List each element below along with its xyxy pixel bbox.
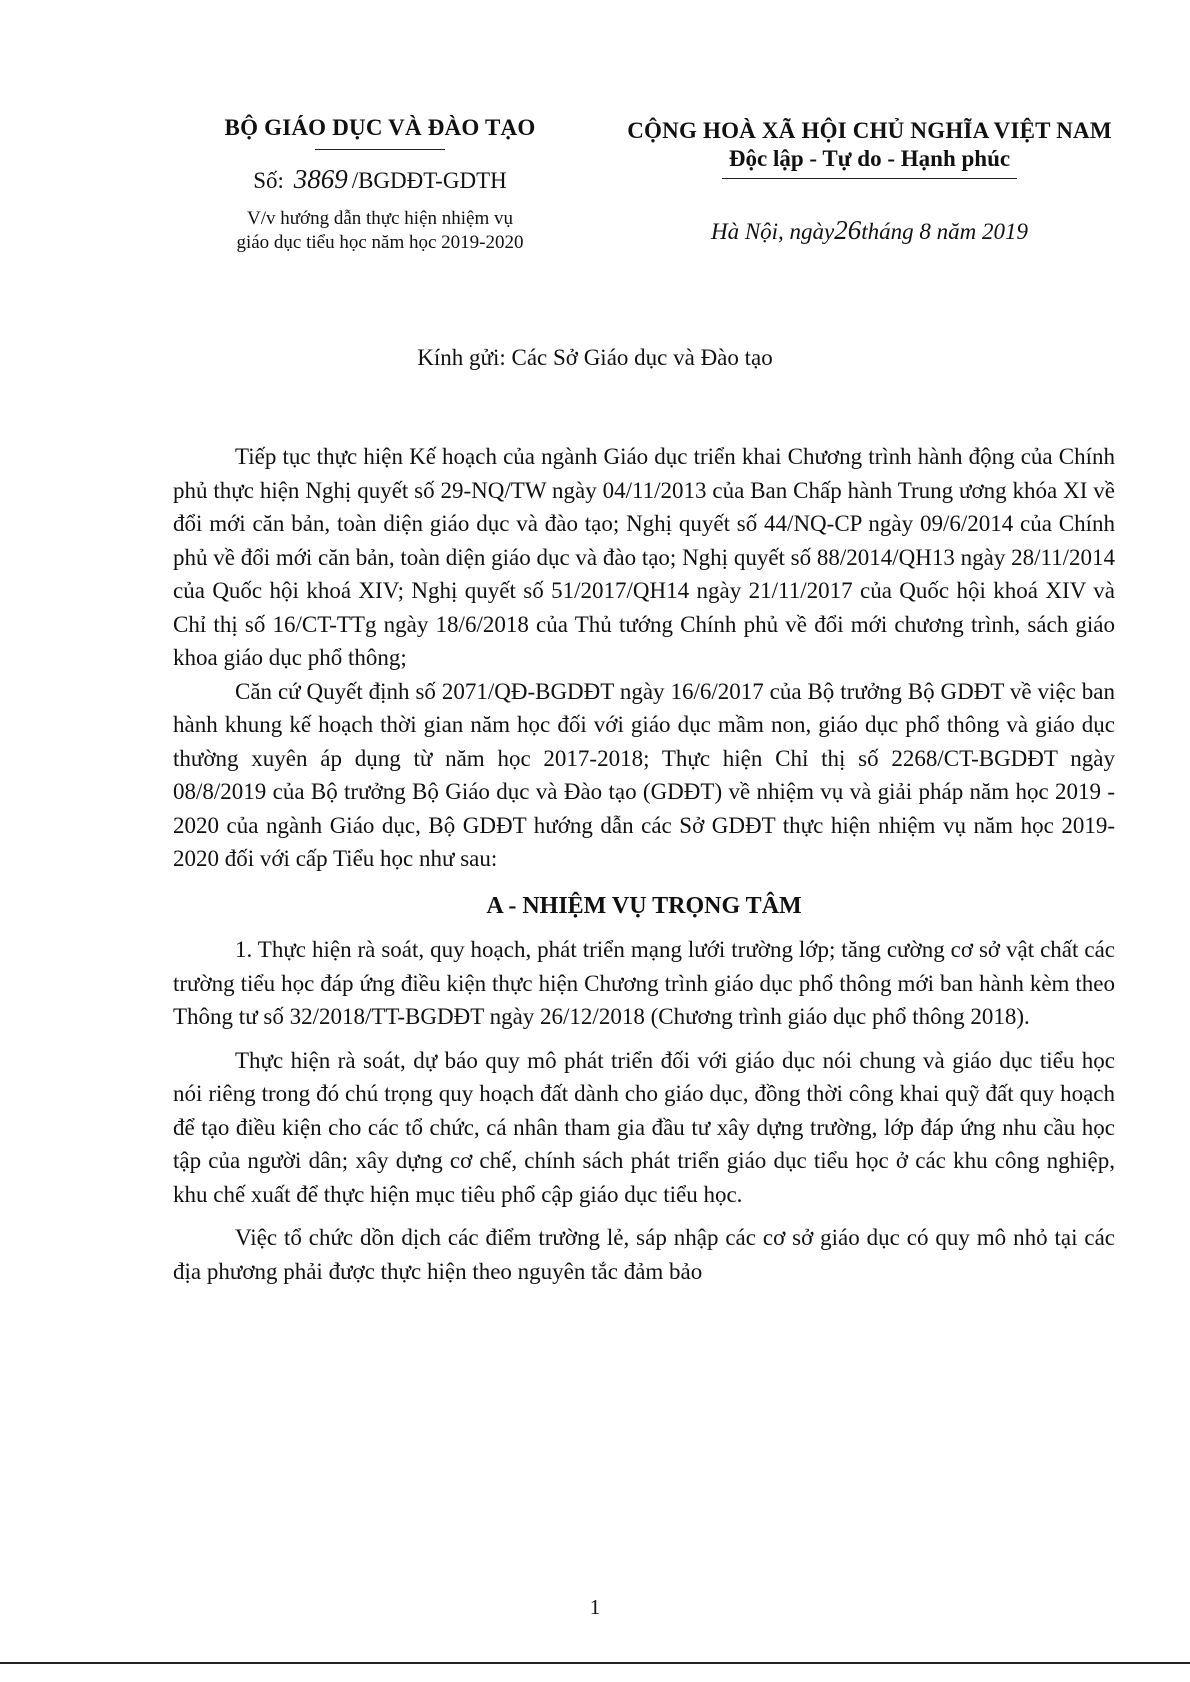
doc-no-handwritten: 3869	[293, 164, 348, 194]
national-motto: Độc lập - Tự do - Hạnh phúc	[728, 146, 1011, 171]
paragraph-3: 1. Thực hiện rà soát, quy hoạch, phát triển mạng lưới trường lớp; tăng cường cơ sở vật chất các trường tiểu học đáp ứng điều kiện thực hiện Chương trình giáo dục phổ thông mới ban hành kèm theo Thông tư số 32/2018/TT-BGDĐT ngày 26/12/2018 (Chương trình giáo dục phổ thông 2018).	[173, 937, 1115, 1029]
recipient-line: Kính gửi: Các Sở Giáo dục và Đào tạo	[417, 345, 773, 370]
doc-no-prefix: Số:	[253, 168, 284, 193]
motto-underline	[722, 178, 1017, 179]
nation-name: CỘNG HOÀ XÃ HỘI CHỦ NGHĨA VIỆT NAM	[627, 118, 1112, 143]
date-prefix: Hà Nội, ngày	[710, 219, 835, 244]
date-day-handwritten: 26	[834, 215, 862, 245]
ministry-underline	[315, 149, 445, 150]
issuer-block	[175, 115, 585, 255]
date-suffix: tháng 8 năm 2019	[861, 219, 1029, 244]
page-number: 1	[589, 1595, 601, 1619]
doc-no-suffix: /BGDĐT-GDTH	[351, 168, 507, 193]
scan-bottom-edge	[0, 1662, 1190, 1664]
ministry-name: BỘ GIÁO DỤC VÀ ĐÀO TẠO	[224, 115, 536, 140]
paragraph-1: Tiếp tục thực hiện Kế hoạch của ngành Giáo dục triển khai Chương trình hành động của Chính phủ thực hiện Nghị quyết số 29-NQ/TW ngày 04/11/2013 của Ban Chấp hành Trung ương khóa XI về đổi mới căn bản, toàn diện giáo dục và đào tạo; Nghị quyết số 44/NQ-CP ngày 09/6/2014 của Chính phủ về đổi mới căn bản, toàn diện giáo dục và đào tạo; Nghị quyết số 88/2014/QH13 ngày 28/11/2014 của Quốc hội khoá XIV; Nghị quyết số 51/2017/QH14 ngày 21/11/2017 của Quốc hội khoá XIV và Chỉ thị số 16/CT-TTg ngày 18/6/2018 của Thủ tướng Chính phủ về đổi mới chương trình, sách giáo khoa giáo dục phổ thông;	[173, 444, 1116, 670]
subject-line-2: giáo dục tiểu học năm học 2019-2020	[236, 232, 524, 253]
subject-line-1: V/v hướng dẫn thực hiện nhiệm vụ	[247, 208, 513, 229]
document-body	[173, 440, 1115, 1288]
national-header	[592, 118, 1147, 246]
section-title: A - NHIỆM VỤ TRỌNG TÂM	[486, 892, 802, 919]
paragraph-5: Việc tổ chức dồn dịch các điểm trường lẻ, sáp nhập các cơ sở giáo dục có quy mô nhỏ tại các địa phương phải được thực hiện theo nguyên tắc đảm bảo	[173, 1225, 1115, 1284]
document-number	[175, 164, 585, 195]
paragraph-4: Thực hiện rà soát, dự báo quy mô phát triển đối với giáo dục nói chung và giáo dục tiểu học nói riêng trong đó chú trọng quy hoạch đất dành cho giáo dục, đồng thời công khai quỹ đất quy hoạch để tạo điều kiện cho các tổ chức, cá nhân tham gia đầu tư xây dựng trường, lớp đáp ứng nhu cầu học tập của người dân; xây dựng cơ chế, chính sách phát triển giáo dục tiểu học ở các khu công nghiệp, khu chế xuất để thực hiện mục tiêu phổ cập giáo dục tiểu học.	[173, 1047, 1115, 1207]
document-subject	[175, 207, 585, 255]
paragraph-2: Căn cứ Quyết định số 2071/QĐ-BGDĐT ngày 16/6/2017 của Bộ trưởng Bộ GDĐT về việc ban hành khung kế hoạch thời gian năm học đối với giáo dục mầm non, giáo dục phổ thông và giáo dục thường xuyên áp dụng từ năm học 2017-2018; Thực hiện Chỉ thị số 2268/CT-BGDĐT ngày 08/8/2019 của Bộ trưởng Bộ Giáo dục và Đào tạo (GDĐT) về nhiệm vụ và giải pháp năm học 2019 - 2020 của ngành Giáo dục, Bộ GDĐT hướng dẫn các Sở GDĐT thực hiện nhiệm vụ năm học 2019-2020 đối với cấp Tiểu học như sau:	[173, 678, 1115, 871]
date-line	[592, 215, 1147, 246]
